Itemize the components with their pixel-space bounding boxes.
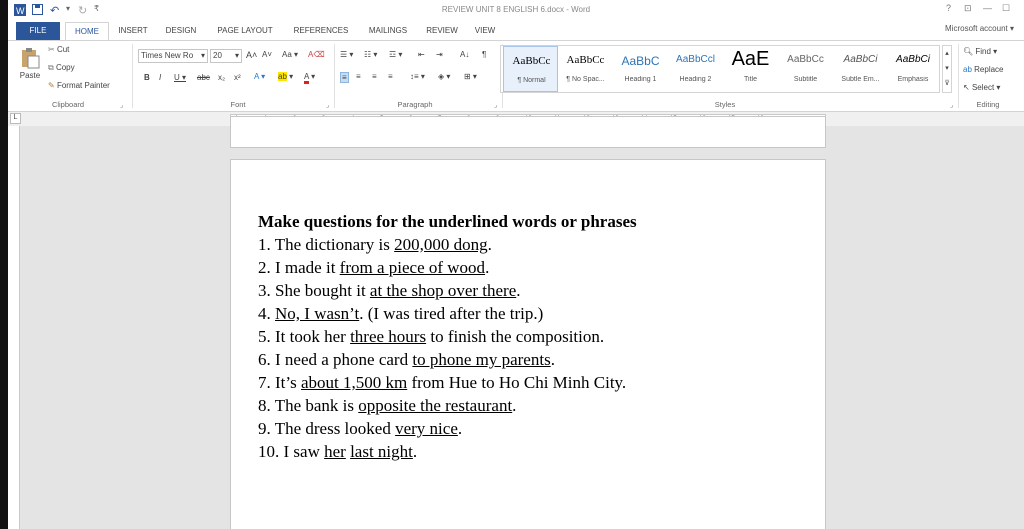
line-text: . (I was tired after the trip.)	[359, 304, 544, 323]
styles-launcher-icon[interactable]: ⌟	[950, 102, 954, 109]
justify-icon[interactable]: ≡	[388, 72, 393, 81]
select-label: Select	[971, 83, 995, 92]
style-name: Heading 1	[624, 76, 657, 83]
paste-label: Paste	[19, 71, 41, 80]
question-line	[258, 281, 521, 301]
borders-icon[interactable]: ⊞ ▾	[464, 72, 477, 81]
tab-design[interactable]: DESIGN	[165, 26, 197, 35]
style-preview: AaBbCcl	[676, 54, 715, 65]
underlined-phrase: her	[324, 442, 346, 461]
style-preview: AaBbC	[621, 54, 660, 68]
replace-icon: ab	[963, 65, 972, 74]
question-line	[258, 350, 555, 370]
redo-icon[interactable]: ↻	[78, 5, 88, 17]
find-label: Find	[975, 47, 991, 56]
decrease-indent-icon[interactable]: ⇤	[418, 50, 425, 59]
text-effects-icon[interactable]: A ▾	[254, 72, 266, 81]
underlined-phrase: three hours	[350, 327, 427, 346]
clear-formatting-icon[interactable]: A⌫	[308, 50, 325, 59]
cursor-icon: ↖	[963, 83, 970, 92]
style-emphasis[interactable]	[888, 46, 938, 92]
change-case-icon[interactable]: Aa ▾	[282, 50, 299, 59]
question-line	[258, 327, 604, 347]
style-heading-2[interactable]	[668, 46, 723, 92]
page-heading: Make questions for the underlined words or phrases	[258, 212, 637, 231]
paragraph-group-label: Paragraph	[397, 100, 433, 109]
underlined-phrase: opposite the restaurant	[358, 396, 513, 415]
style-no-spacing[interactable]	[558, 46, 613, 92]
line-text: 2. I made it	[258, 258, 340, 277]
line-text: 7. It’s	[258, 373, 301, 392]
style-name: ¶ No Spac...	[566, 76, 605, 83]
paragraph-launcher-icon[interactable]: ⌟	[494, 102, 498, 109]
shrink-font-icon[interactable]: A˅	[262, 50, 273, 59]
question-line	[258, 235, 492, 255]
style-name: Heading 2	[679, 76, 712, 83]
styles-gallery	[500, 45, 940, 93]
line-text: .	[516, 281, 521, 300]
question-line	[258, 419, 462, 439]
tab-references[interactable]: REFERENCES	[293, 26, 349, 35]
maximize-icon[interactable]: ☐	[1002, 3, 1011, 13]
line-text: 5. It took her	[258, 327, 351, 346]
tab-selector-icon[interactable]: L	[10, 113, 21, 124]
svg-text:W: W	[16, 6, 25, 16]
align-left-icon[interactable]: ≡	[342, 73, 347, 82]
document-page[interactable]	[230, 159, 826, 529]
question-line	[258, 304, 543, 324]
style-name: Subtle Em...	[841, 76, 880, 83]
copy-icon: ⧉	[48, 63, 54, 72]
highlight-icon[interactable]: ab ▾	[278, 72, 294, 81]
line-text: .	[550, 350, 555, 369]
style-preview: AaBbCc	[787, 54, 824, 65]
clipboard-launcher-icon[interactable]: ⌟	[120, 102, 124, 109]
minimize-icon[interactable]: —	[983, 3, 992, 13]
vertical-ruler[interactable]	[8, 126, 20, 529]
strikethrough-icon[interactable]: abc	[197, 73, 210, 82]
line-text: .	[457, 419, 463, 438]
multilevel-list-icon[interactable]: ☲ ▾	[389, 50, 403, 59]
line-text: 4.	[258, 304, 275, 323]
underlined-phrase: No, I wasn’t	[275, 304, 360, 323]
italic-icon[interactable]: I	[159, 73, 162, 82]
style-preview: AaBbCc	[512, 55, 551, 67]
replace-button[interactable]	[963, 65, 1004, 74]
line-text: 9. The dress looked	[258, 419, 396, 438]
select-button[interactable]: ↖ Select ▾	[963, 83, 1001, 92]
shading-icon[interactable]: ◈ ▾	[438, 72, 451, 81]
find-button[interactable]: 🔍︎ Find ▾	[963, 47, 998, 56]
numbering-icon[interactable]: ☷ ▾	[364, 50, 378, 59]
paste-button[interactable]	[18, 47, 42, 89]
line-text: 10. I saw	[258, 442, 325, 461]
style-subtitle[interactable]	[778, 46, 833, 92]
ribbon-display-icon[interactable]: ⊡	[964, 3, 972, 13]
format-painter-label: Format Painter	[56, 81, 110, 90]
show-formatting-icon[interactable]: ¶	[482, 50, 487, 59]
underlined-phrase: very nice	[395, 419, 458, 438]
divider	[132, 44, 133, 108]
line-text: 3. She bought it	[258, 281, 370, 300]
ribbon-tabs	[8, 22, 1024, 40]
style-name: Subtitle	[793, 76, 818, 83]
ribbon-home	[8, 40, 1024, 112]
copy-label: Copy	[55, 63, 75, 72]
line-text: 1. The dictionary is	[258, 235, 395, 254]
document-canvas	[8, 126, 1024, 529]
underline-icon[interactable]: U ▾	[174, 73, 187, 82]
cut-button[interactable]	[48, 45, 69, 54]
tab-page-layout[interactable]: PAGE LAYOUT	[217, 26, 273, 35]
divider	[334, 44, 335, 108]
tab-home[interactable]: HOME	[65, 22, 109, 40]
superscript-icon[interactable]: x²	[234, 73, 241, 82]
line-text: .	[412, 442, 418, 461]
underlined-phrase: 200,000 dong	[394, 235, 488, 254]
bullets-icon[interactable]: ☰ ▾	[340, 50, 354, 59]
cut-label: Cut	[56, 45, 70, 54]
font-group-label: Font	[230, 100, 246, 109]
paste-icon	[20, 47, 40, 69]
style-heading-1[interactable]	[613, 46, 668, 92]
sort-icon[interactable]: A↓	[460, 50, 470, 59]
style-preview: AaBbCi	[896, 54, 930, 65]
underlined-phrase: last night	[350, 442, 413, 461]
tab-view[interactable]: VIEW	[474, 26, 496, 35]
copy-button[interactable]	[48, 63, 75, 73]
line-text: from Hue to Ho Chi Minh City.	[407, 373, 627, 392]
style-name: ¶ Normal	[517, 77, 546, 84]
underlined-phrase: to phone my parents	[412, 350, 551, 369]
font-size-box[interactable]	[210, 49, 242, 63]
line-text: 6. I need a phone card	[258, 350, 413, 369]
tab-review[interactable]: REVIEW	[426, 26, 458, 35]
word-window	[8, 0, 1024, 529]
question-line	[258, 373, 626, 393]
title-bar	[8, 0, 1024, 22]
account-button[interactable]: Microsoft account ▾	[945, 24, 1014, 33]
styles-scroll[interactable]: ▴ ▾ ⊽	[942, 45, 952, 93]
editing-group-label: Editing	[976, 100, 1000, 109]
format-painter-button[interactable]	[48, 81, 110, 90]
style-name: Title	[744, 76, 757, 83]
undo-dropdown-icon[interactable]: ▾	[66, 4, 71, 13]
styles-group-label: Styles	[714, 100, 736, 109]
tab-file[interactable]: FILE	[16, 22, 60, 40]
line-text: 8. The bank is	[258, 396, 359, 415]
previous-page	[230, 116, 826, 148]
tab-mailings[interactable]: MAILINGS	[368, 26, 408, 35]
subscript-icon[interactable]: x₂	[218, 73, 226, 82]
replace-label: Replace	[974, 65, 1004, 74]
line-spacing-icon[interactable]: ↕≡ ▾	[410, 72, 425, 81]
style-subtle-emphasis[interactable]	[833, 46, 888, 92]
clipboard-group-label: Clipboard	[51, 100, 85, 109]
paintbrush-icon: ✎	[48, 81, 55, 90]
align-center-icon[interactable]: ≡	[356, 72, 361, 81]
line-text: .	[485, 258, 490, 277]
help-button[interactable]: ?	[946, 3, 952, 13]
style-name: Emphasis	[897, 76, 929, 83]
style-title[interactable]	[723, 46, 778, 92]
underlined-phrase: from a piece of wood	[339, 258, 486, 277]
font-launcher-icon[interactable]: ⌟	[326, 102, 330, 109]
font-color-icon[interactable]: A ▾	[304, 72, 315, 81]
style-preview: AaBbCc	[566, 54, 605, 66]
question-line	[258, 258, 489, 278]
binoculars-icon: 🔍︎	[963, 47, 974, 56]
font-dropdown-icon: ▾	[200, 51, 205, 60]
style-preview: AaE	[731, 48, 770, 70]
increase-indent-icon[interactable]: ⇥	[436, 50, 443, 59]
line-text: .	[487, 235, 492, 254]
divider	[958, 44, 959, 108]
grow-font-icon[interactable]: A˄	[246, 50, 258, 60]
bold-icon[interactable]: B	[144, 73, 150, 82]
line-text: .	[512, 396, 517, 415]
scissors-icon: ✂	[48, 45, 55, 54]
style-normal[interactable]	[503, 46, 558, 92]
line-text: to finish the composition.	[426, 327, 605, 346]
question-line	[258, 442, 417, 462]
underlined-phrase: about 1,500 km	[300, 373, 408, 392]
font-name-value: Times New Ro	[141, 51, 194, 60]
account-label: Microsoft account	[945, 24, 1008, 33]
style-preview: AaBbCi	[843, 54, 878, 65]
underlined-phrase: at the shop over there	[369, 281, 517, 300]
question-line	[258, 396, 516, 416]
customize-qat-icon[interactable]: ₹	[94, 4, 100, 13]
tab-insert[interactable]: INSERT	[118, 26, 148, 35]
align-right-icon[interactable]: ≡	[372, 72, 377, 81]
font-size-value: 20	[213, 51, 222, 60]
font-name-box[interactable]	[138, 49, 208, 63]
document-title: REVIEW UNIT 8 ENGLISH 6.docx - Word	[441, 5, 591, 14]
undo-icon[interactable]: ↶	[50, 5, 60, 17]
font-size-dropdown-icon: ▾	[234, 51, 239, 60]
